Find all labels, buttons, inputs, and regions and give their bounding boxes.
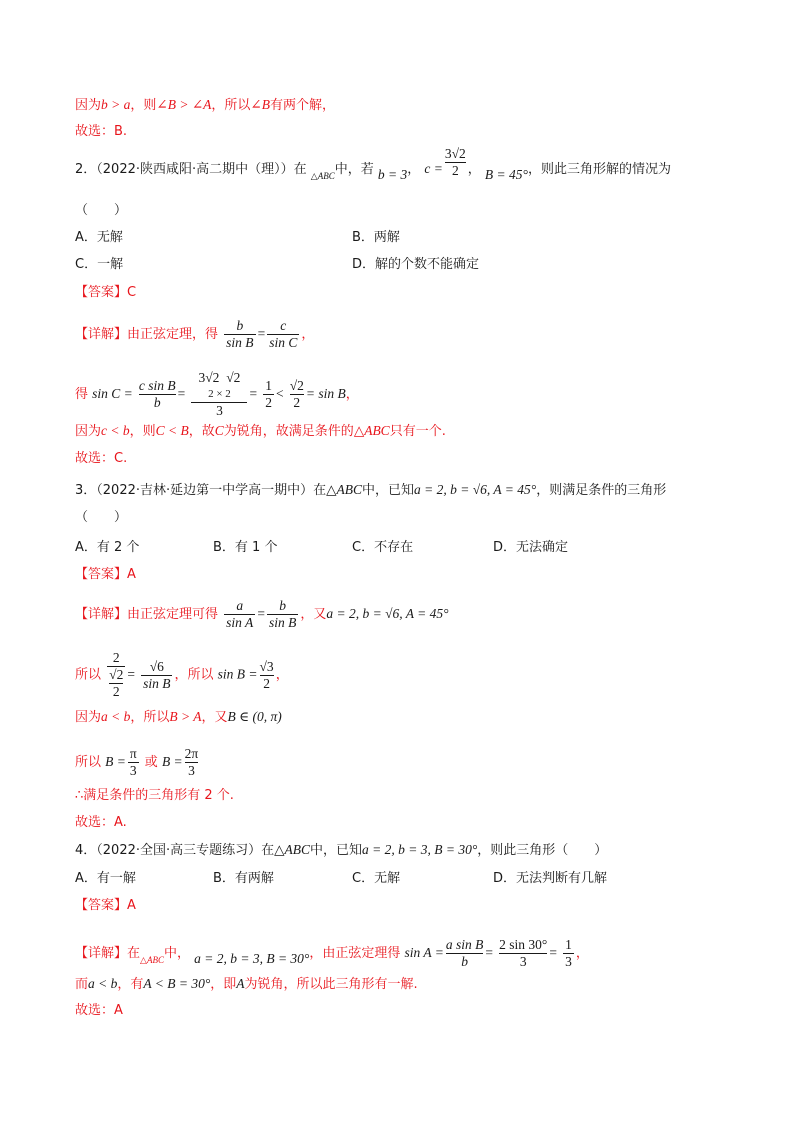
q3-paren: （ ） [75, 510, 128, 525]
q2-option-c[interactable]: C．一解 [75, 257, 124, 272]
q2-option-a[interactable]: A．无解 [75, 230, 123, 245]
q3-question: 3．（2022·吉林·延边第一中学高一期中）在△ABC中，已知a = 2, b = √6, A = 45°，则满足条件的三角形 [75, 482, 667, 498]
q2-option-d[interactable]: D．解的个数不能确定 [352, 257, 480, 272]
q3-option-c[interactable]: C．不存在 [352, 540, 414, 555]
q4-detail-1: 【详解】在$_{\triangle ABC}$中， a = 2, b = 3, B = 30°，由正弦定理得 sin A = $\frac{\text{a sin B}}{b}$ = $\frac{2 \sin 30^\circ}{3}$ = $\frac{1}{3}$ ， [75, 937, 589, 969]
q3-option-a[interactable]: A．有 2 个 [75, 540, 140, 555]
q3-answer: 【答案】A [75, 567, 136, 582]
q3-detail-2: 所以 $\frac{2}{\frac{√2}{2}}$ = $\frac{√6}{\text{sin B}}$ ，所以 sin B = $\frac{√3}{2}$ ， [75, 650, 289, 699]
q2-detail-3: 因为c < b，则C < B，故C为锐角，故满足条件的△ABC只有一个. [75, 423, 446, 439]
q2-detail-2: 得 sin C = $\frac{\text{c sin B}}{b}$ = 3√2 √2 2 × 2 3 = $\frac{1}{2}$ < $\frac{√2}{2}$ = sin B， [75, 370, 359, 418]
q4-option-d[interactable]: D．无法判断有几解 [493, 871, 608, 886]
q4-option-c[interactable]: C．无解 [352, 871, 401, 886]
q1-reason-line: 因为b > a，则∠B > ∠A，所以∠B有两个解， [75, 97, 335, 113]
q2-detail-1: 【详解】由正弦定理，得 $\frac{b}{\text{sin B}}$ = $\frac{c}{\text{sin C}}$ ， [75, 318, 315, 350]
q4-detail-2: 而a < b，有A < B = 30°，即A为锐角，所以此三角形有一解. [75, 976, 418, 992]
q3-detail-1: 【详解】由正弦定理可得 $\frac{a}{\text{sin A}}$ = $\frac{b}{\text{sin B}}$ ，又a = 2, b = √6, A = 45° [75, 598, 449, 630]
q2-select: 故选：C. [75, 451, 128, 466]
q4-option-b[interactable]: B．有两解 [213, 871, 274, 886]
q3-detail-3: 因为a < b，所以B > A，又B ∈ (0, π) [75, 709, 282, 725]
q3-option-b[interactable]: B．有 1 个 [213, 540, 278, 555]
q3-select: 故选：A. [75, 815, 127, 830]
q4-question: 4．（2022·全国·高三专题练习）在△ABC中，已知a = 2, b = 3, B = 30°，则此三角形（ ） [75, 842, 608, 858]
q2-option-b[interactable]: B．两解 [352, 230, 400, 245]
q4-select: 故选：A [75, 1003, 123, 1018]
q3-conclusion: ∴满足条件的三角形有 2 个. [75, 788, 234, 803]
q4-answer: 【答案】A [75, 898, 136, 913]
q3-option-d[interactable]: D．无法确定 [493, 540, 569, 555]
q2-paren: （ ） [75, 203, 128, 218]
q1-select: 故选：B. [75, 124, 128, 139]
q2-answer: 【答案】C [75, 285, 137, 300]
q4-option-a[interactable]: A．有一解 [75, 871, 136, 886]
q3-detail-4: 所以 B = $\frac{\pi}{3}$ 或 B = $\frac{2\pi}{3}$ [75, 746, 199, 778]
q2-question: 2．（2022·陕西咸阳·高二期中（理））在 $_{\triangle ABC}$中，若 b = 3， c = $\frac{3√2}{2}$ ， B = 45°，则此三角形解的情况为 [75, 146, 671, 182]
